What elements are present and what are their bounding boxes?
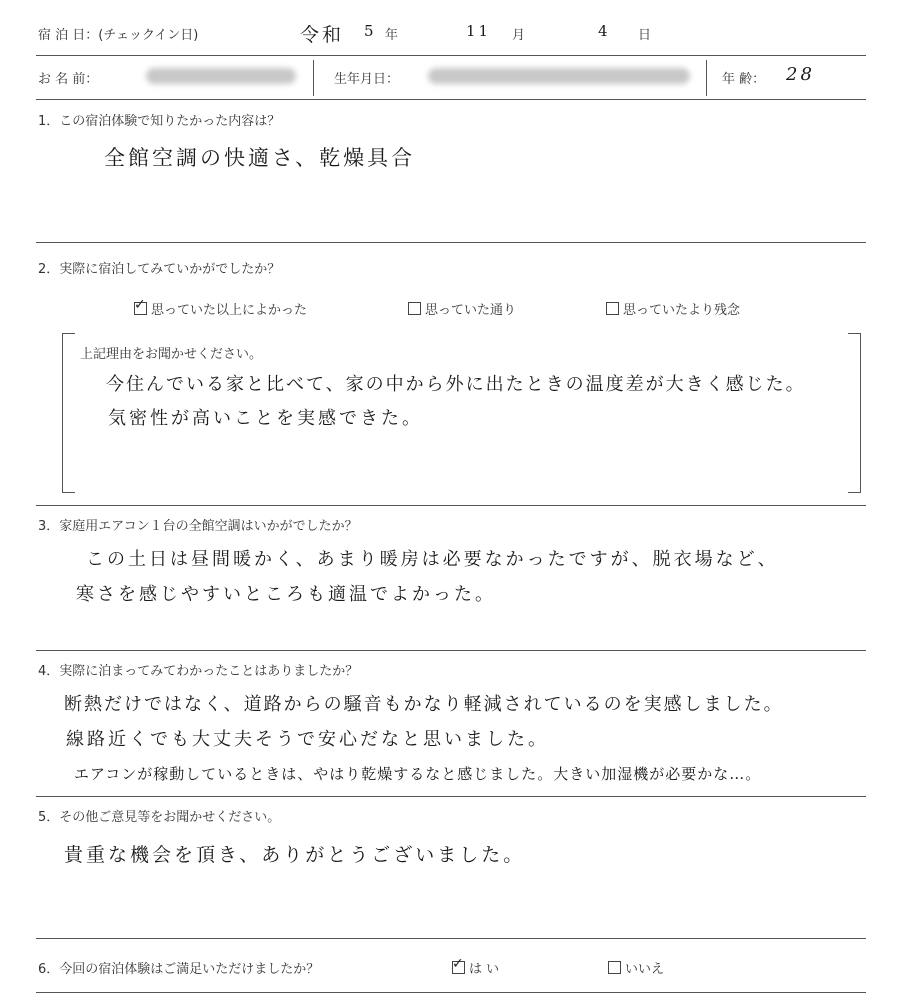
q2-option-disappointing[interactable]: [606, 299, 740, 318]
q2-option-better[interactable]: [134, 299, 307, 318]
divider: [36, 55, 866, 56]
divider: [36, 796, 866, 797]
month-unit: 月: [512, 28, 526, 43]
q6-option-yes[interactable]: [452, 958, 499, 977]
option-label: 思っていたより残念: [623, 303, 741, 318]
stay-date-label: 宿 泊 日：(チェックイン日): [38, 28, 199, 43]
q6-option-no[interactable]: [608, 958, 664, 977]
answer-4-line-2: 線路近くでも大丈夫そうで安心だなと思いました。: [66, 729, 549, 750]
day-unit: 日: [638, 28, 652, 43]
year-value: 5: [364, 22, 377, 40]
divider: [706, 60, 707, 96]
option-label: いいえ: [625, 962, 665, 977]
day-value: 4: [598, 22, 611, 40]
month-value: 11: [466, 22, 492, 40]
bracket-right: [848, 333, 861, 493]
year-unit: 年: [385, 28, 399, 43]
age-value: 28: [786, 64, 815, 85]
checkbox-icon[interactable]: [606, 302, 619, 315]
bracket-left: [62, 333, 75, 493]
divider: [36, 992, 866, 993]
question-1: 1．この宿泊体験で知りたかった内容は？: [38, 114, 281, 129]
q2-option-as-expected[interactable]: [408, 299, 516, 318]
reason-label: 上記理由をお聞かせください。: [80, 347, 263, 362]
option-label: 思っていた通り: [425, 303, 517, 318]
question-4: 4．実際に泊まってみてわかったことはありましたか？: [38, 664, 359, 679]
question-6: 6．今回の宿泊体験はご満足いただけましたか？: [38, 962, 320, 977]
checkbox-checked-icon[interactable]: [134, 302, 147, 315]
divider: [36, 650, 866, 651]
checkbox-icon[interactable]: [408, 302, 421, 315]
answer-4-line-3: エアコンが稼動しているときは、やはり乾燥するなと感じました。大きい加湿機が必要かな…。: [74, 765, 762, 783]
name-label: お 名 前：: [38, 72, 99, 87]
era-value: 令和: [300, 24, 345, 46]
birth-date-label: 生年月日：: [334, 72, 400, 87]
divider: [36, 242, 866, 243]
divider: [36, 505, 866, 506]
answer-3-line-1: この土日は昼間暖かく、あまり暖房は必要なかったですが、脱衣場など、: [86, 549, 779, 570]
question-3: 3．家庭用エアコン１台の全館空調はいかがでしたか？: [38, 519, 358, 534]
answer-5: 貴重な機会を頂き、ありがとうございました。: [64, 844, 526, 866]
reason-line-2: 気密性が高いことを実感できた。: [108, 408, 423, 429]
question-2: 2．実際に宿泊してみていかがでしたか？: [38, 262, 281, 277]
age-label: 年 齢：: [722, 72, 766, 87]
divider: [313, 60, 314, 96]
question-5: 5．その他ご意見等をお聞かせください。: [38, 810, 281, 825]
option-label: 思っていた以上によかった: [151, 303, 308, 318]
divider: [36, 938, 866, 939]
divider: [36, 99, 866, 100]
answer-1: 全館空調の快適さ、乾燥具合: [104, 146, 416, 170]
option-label: は い: [469, 962, 500, 977]
redacted-name: [146, 68, 296, 84]
checkbox-icon[interactable]: [608, 961, 621, 974]
checkbox-checked-icon[interactable]: [452, 961, 465, 974]
answer-3-line-2: 寒さを感じやすいところも適温でよかった。: [76, 584, 496, 605]
reason-line-1: 今住んでいる家と比べて、家の中から外に出たときの温度差が大きく感じた。: [106, 374, 806, 395]
answer-4-line-1: 断熱だけではなく、道路からの騒音もかなり軽減されているのを実感しました。: [64, 694, 784, 715]
redacted-birth-date: [428, 68, 690, 84]
